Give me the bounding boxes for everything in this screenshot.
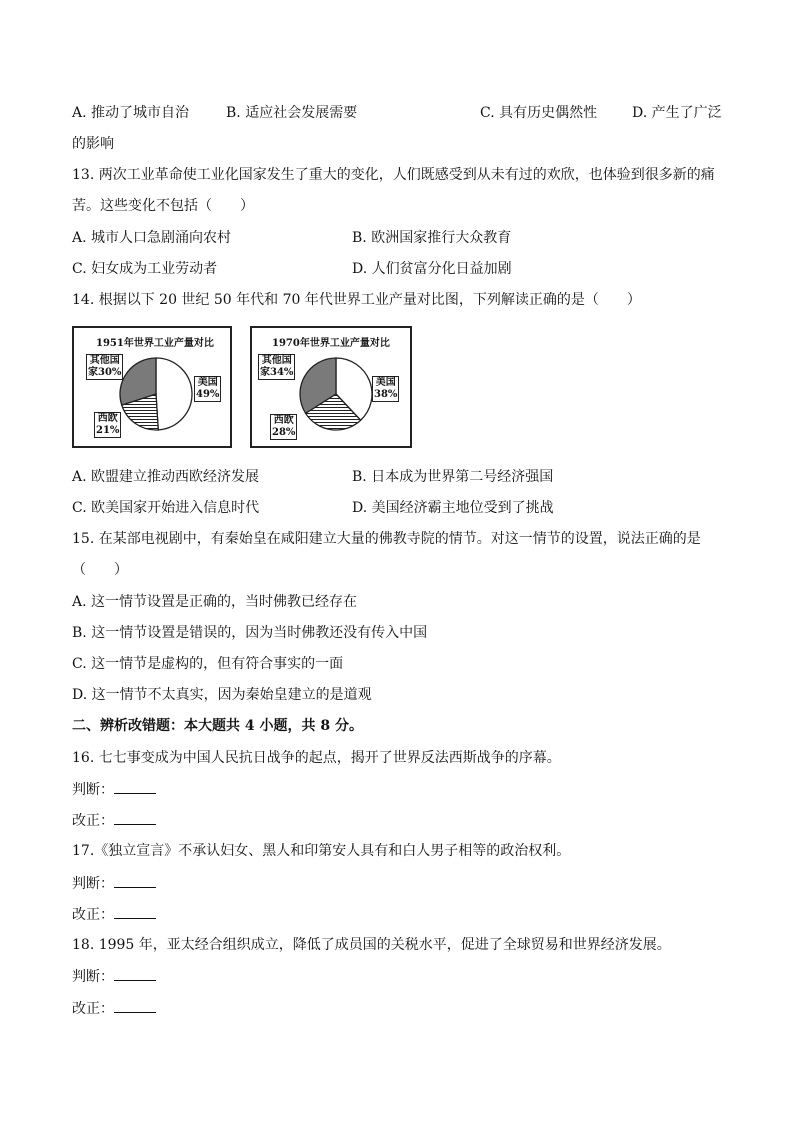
pie-label-other-l2: 家34% (260, 367, 294, 378)
pie-label-other (258, 354, 295, 380)
q18-stem: 18. 1995 年，亚太经合组织成立，降低了成员国的关税水平，促进了全球贸易和世界经济发展。 (72, 937, 671, 953)
q12-option-c: C. 具有历史偶然性 (480, 105, 598, 121)
q18-correct-blank[interactable] (114, 999, 156, 1013)
q13-option-b: B. 欧洲国家推行大众教育 (352, 230, 512, 246)
correct-label: 改正： (72, 1001, 114, 1017)
q16-correct-blank[interactable] (114, 811, 156, 825)
q17-correct-row (72, 905, 156, 924)
q14-stem: 14. 根据以下 20 世纪 50 年代和 70 年代世界工业产量对比图，下列解读正确的是（ ） (72, 292, 641, 308)
judge-label: 判断： (72, 969, 114, 985)
pie-label-westeurope (270, 414, 297, 440)
pie-label-other-l1: 其他国 (261, 355, 292, 366)
judge-label: 判断： (72, 876, 114, 892)
pie-chart-1951 (72, 326, 232, 448)
pie-label-westeurope-l1: 西欧 (273, 415, 294, 426)
pie-label-other-l2: 家30% (88, 367, 122, 378)
pie-slice-0 (156, 358, 192, 430)
chart-title: 1970年世界工业产量对比 (272, 338, 390, 349)
q16-stem: 16. 七七事变成为中国人民抗日战争的起点，揭开了世界反法西斯战争的序幕。 (72, 750, 561, 766)
q13-option-d: D. 人们贫富分化日益加剧 (352, 261, 512, 277)
pie-label-usa (372, 376, 399, 402)
q15-stem-line2: （ ） (72, 562, 128, 578)
q15-stem-line1: 15. 在某部电视剧中，有秦始皇在咸阳建立大量的佛教寺院的情节。对这一情节的设置，说法正确的是 (72, 531, 701, 547)
q16-judge-blank[interactable] (114, 780, 156, 794)
q15-option-c: C. 这一情节是虚构的，但有符合事实的一面 (72, 656, 344, 672)
pie-label-usa-l2: 38% (374, 389, 398, 400)
pie-label-other (86, 354, 123, 380)
q13-option-c: C. 妇女成为工业劳动者 (72, 261, 218, 277)
q15-option-b: B. 这一情节设置是错误的，因为当时佛教还没有传入中国 (72, 625, 428, 641)
q14-option-c: C. 欧美国家开始进入信息时代 (72, 500, 260, 516)
q14-option-d: D. 美国经济霸主地位受到了挑战 (352, 500, 554, 516)
pie-chart-1970 (250, 326, 412, 448)
pie-label-westeurope (94, 412, 121, 438)
q16-correct-row (72, 811, 156, 830)
pie-label-usa-l1: 美国 (375, 377, 396, 388)
q12-option-b: B. 适应社会发展需要 (226, 105, 358, 121)
pie-label-westeurope-l2: 21% (96, 425, 120, 436)
q17-judge-row (72, 874, 156, 893)
q18-judge-blank[interactable] (114, 967, 156, 981)
pie-label-westeurope-l2: 28% (272, 427, 296, 438)
pie-label-usa-l1: 美国 (197, 377, 218, 388)
pie-label-westeurope-l1: 西欧 (97, 413, 118, 424)
q12-option-d-wrap: 的影响 (72, 136, 114, 152)
judge-label: 判断： (72, 782, 114, 798)
q17-correct-blank[interactable] (114, 905, 156, 919)
correct-label: 改正： (72, 907, 114, 923)
q13-option-a: A. 城市人口急剧涌向农村 (72, 230, 232, 246)
q13-stem-line1: 13. 两次工业革命使工业化国家发生了重大的变化，人们既感受到从未有过的欢欣，也体验到很多新的痛 (72, 167, 715, 183)
q13-stem-line2: 苦。这些变化不包括（ ） (72, 198, 254, 214)
q15-option-d: D. 这一情节不太真实，因为秦始皇建立的是道观 (72, 687, 372, 703)
chart-title: 1951年世界工业产量对比 (96, 338, 214, 349)
q12-option-a: A. 推动了城市自治 (72, 105, 190, 121)
pie-label-usa (194, 376, 221, 402)
section-heading: 二、辨析改错题：本大题共 4 小题，共 8 分。 (72, 718, 363, 734)
q16-judge-row (72, 780, 156, 799)
q14-option-b: B. 日本成为世界第二号经济强国 (352, 469, 554, 485)
pie-label-usa-l2: 49% (196, 389, 220, 400)
q14-option-a: A. 欧盟建立推动西欧经济发展 (72, 469, 260, 485)
q18-judge-row (72, 967, 156, 986)
q17-judge-blank[interactable] (114, 874, 156, 888)
pie-label-other-l1: 其他国 (89, 355, 120, 366)
q15-option-a: A. 这一情节设置是正确的，当时佛教已经存在 (72, 594, 358, 610)
q17-stem: 17.《独立宣言》不承认妇女、黑人和印第安人具有和白人男子相等的政治权利。 (72, 843, 571, 859)
q12-option-d: D. 产生了广泛 (632, 105, 722, 121)
q18-correct-row (72, 999, 156, 1018)
correct-label: 改正： (72, 813, 114, 829)
